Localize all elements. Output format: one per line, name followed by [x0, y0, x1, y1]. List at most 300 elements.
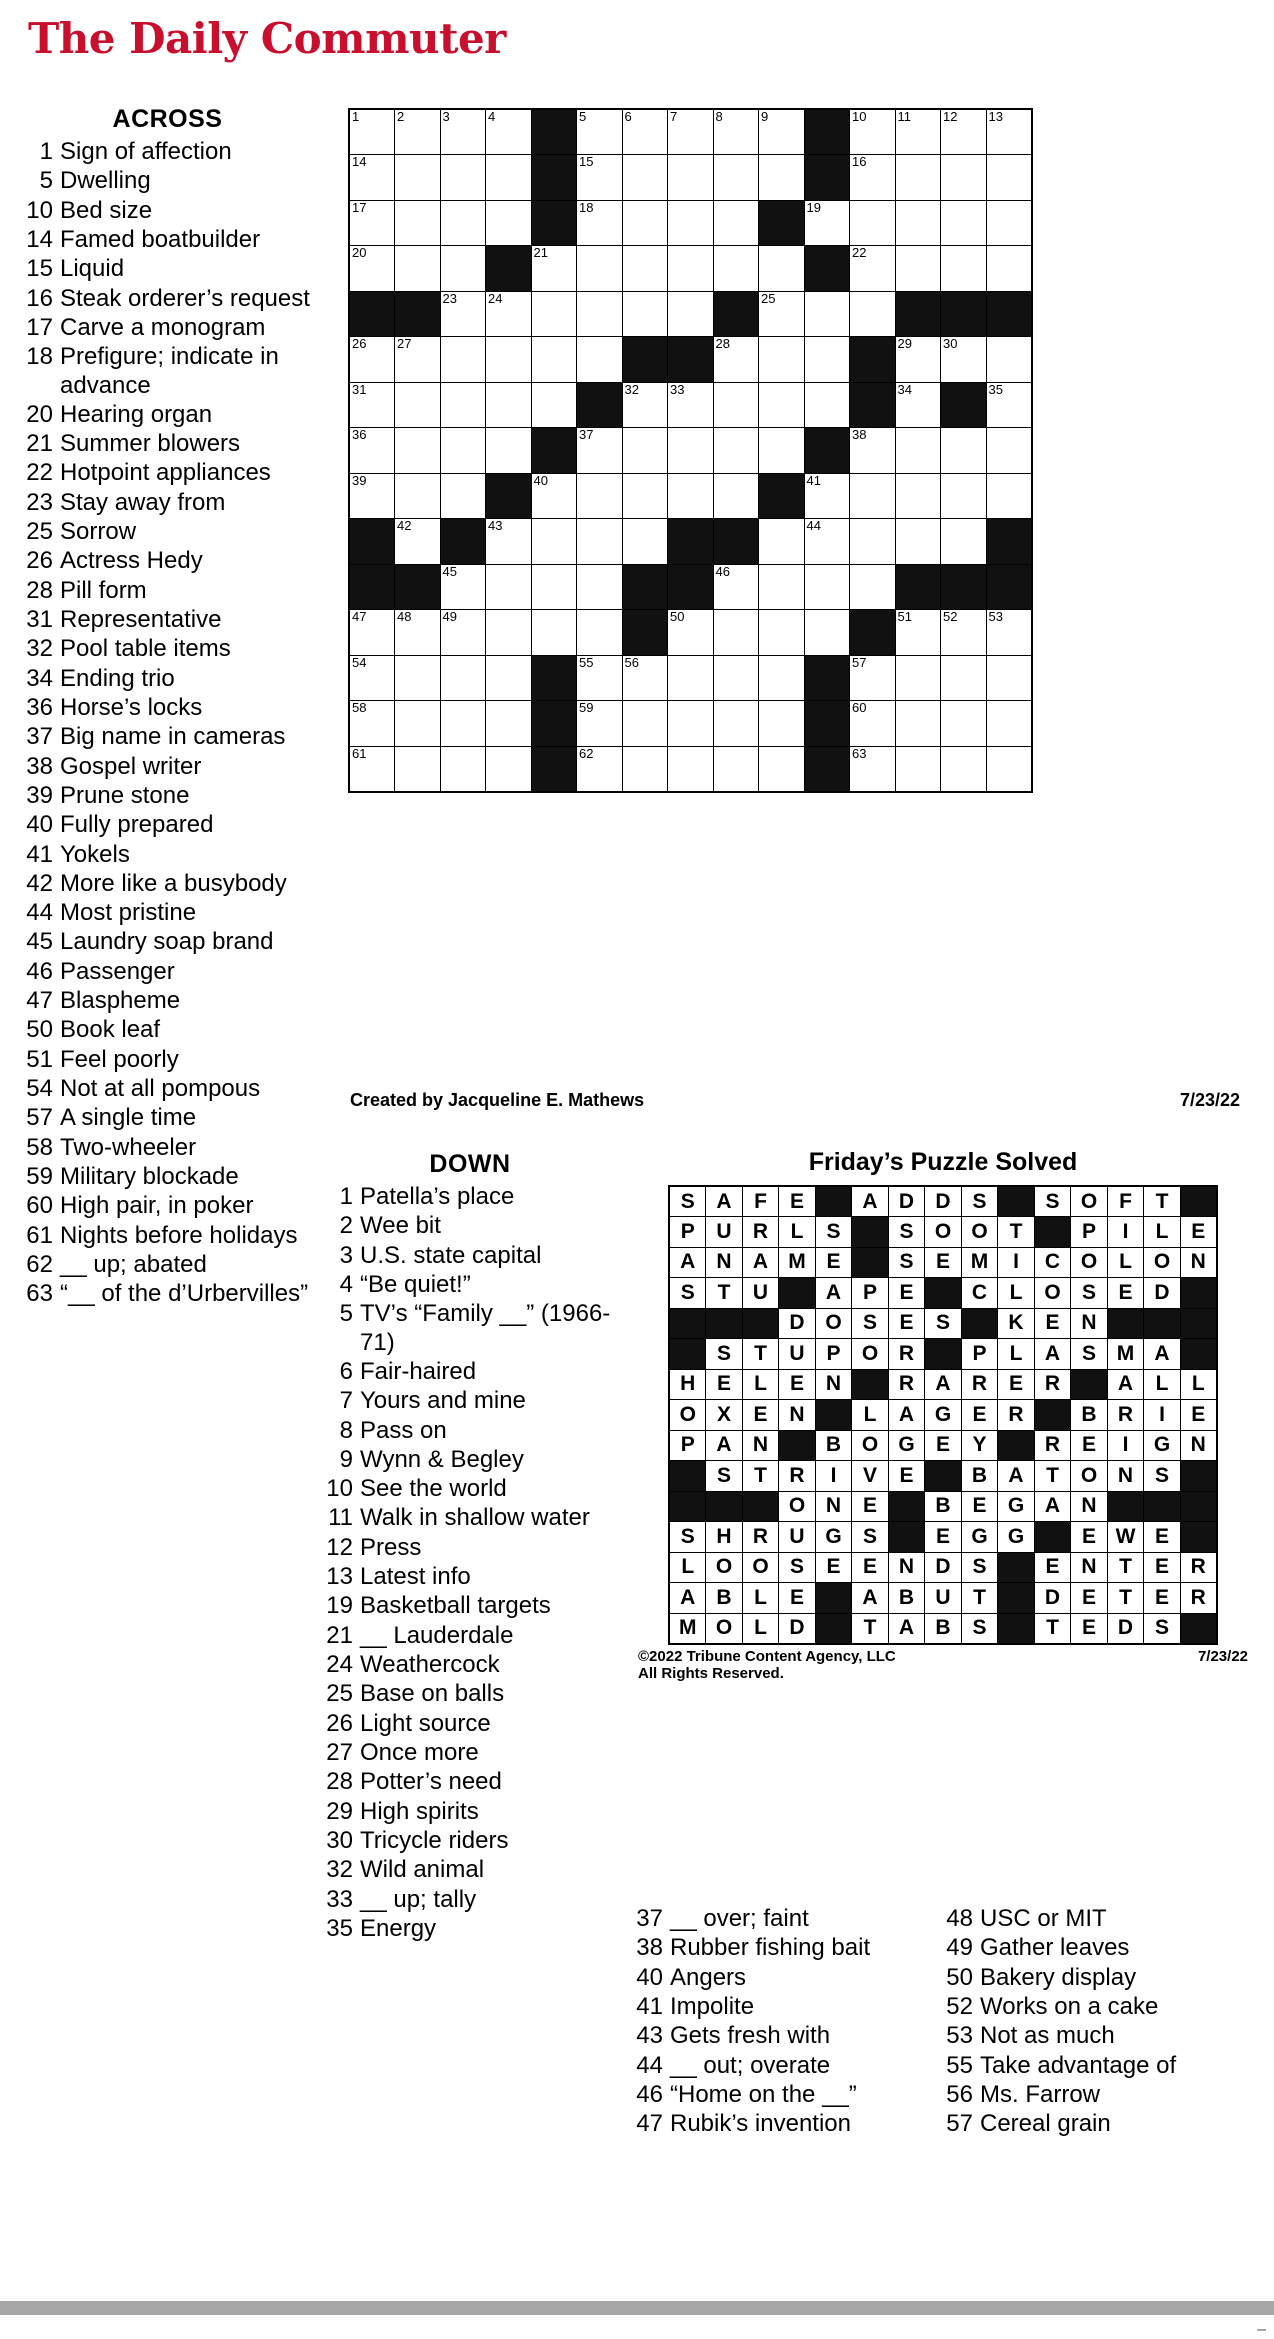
grid-cell[interactable] — [486, 291, 532, 337]
solved-letter: C — [1034, 1247, 1071, 1278]
clue-item — [20, 518, 315, 546]
clue-text: Patella’s place — [360, 1183, 515, 1210]
grid-cell[interactable] — [349, 337, 395, 383]
grid-cell[interactable] — [440, 746, 486, 792]
grid-cell[interactable] — [850, 701, 896, 747]
grid-cell[interactable] — [668, 746, 714, 792]
solved-letter: I — [1107, 1217, 1144, 1248]
clue-item — [630, 1934, 930, 1962]
solved-letter: A — [815, 1278, 852, 1309]
grid-cell[interactable] — [486, 337, 532, 383]
solved-letter: F — [742, 1186, 779, 1217]
clue-text: Hotpoint appliances — [60, 459, 271, 487]
solved-row — [669, 1308, 1217, 1339]
grid-cell[interactable] — [941, 610, 987, 656]
grid-cell[interactable] — [577, 109, 623, 155]
clue-text: USC or MIT — [980, 1905, 1107, 1932]
grid-cell[interactable] — [895, 246, 941, 292]
solved-letter: O — [961, 1217, 998, 1248]
solved-block — [888, 1491, 925, 1522]
clue-item — [630, 1993, 930, 2021]
grid-cell[interactable] — [713, 655, 759, 701]
clue-number: 36 — [26, 693, 53, 721]
grid-cell[interactable] — [895, 655, 941, 701]
grid-cell[interactable] — [440, 473, 486, 519]
grid-cell[interactable] — [986, 428, 1032, 474]
grid-cell[interactable] — [531, 564, 577, 610]
grid-cell[interactable] — [759, 519, 805, 565]
grid-cell[interactable] — [804, 382, 850, 428]
clue-text: Basketball targets — [360, 1592, 551, 1620]
grid-cell[interactable] — [941, 428, 987, 474]
grid-cell[interactable] — [850, 655, 896, 701]
clue-item — [630, 2022, 930, 2050]
grid-cell[interactable] — [486, 746, 532, 792]
solved-letter: S — [925, 1308, 962, 1339]
solved-letter: P — [852, 1278, 889, 1309]
grid-credit — [350, 1090, 1240, 1111]
grid-cell[interactable] — [622, 701, 668, 747]
grid-cell[interactable] — [895, 610, 941, 656]
clue-item — [20, 899, 315, 927]
grid-cell[interactable] — [577, 291, 623, 337]
clue-item — [320, 1475, 620, 1503]
solved-puzzle — [638, 1148, 1248, 1682]
grid-cell[interactable] — [713, 155, 759, 201]
grid-cell[interactable] — [486, 610, 532, 656]
grid-cell[interactable] — [395, 655, 441, 701]
grid-cell[interactable] — [486, 382, 532, 428]
grid-cell[interactable] — [668, 610, 714, 656]
grid-cell[interactable] — [850, 473, 896, 519]
grid-cell[interactable] — [577, 564, 623, 610]
grid-cell[interactable] — [986, 155, 1032, 201]
grid-cell[interactable] — [941, 155, 987, 201]
grid-cell[interactable] — [668, 109, 714, 155]
grid-cell[interactable] — [850, 428, 896, 474]
clue-item — [630, 2052, 930, 2080]
clue-text: Gets fresh with — [670, 2022, 831, 2050]
grid-cell[interactable] — [440, 428, 486, 474]
clue-number: 28 — [326, 1768, 353, 1796]
clue-item — [20, 401, 315, 429]
grid-cell[interactable] — [349, 109, 395, 155]
grid-cell-number: 47 — [352, 609, 367, 624]
grid-cell[interactable] — [440, 655, 486, 701]
grid-cell[interactable] — [850, 109, 896, 155]
grid-cell[interactable] — [986, 337, 1032, 383]
grid-cell[interactable] — [395, 473, 441, 519]
clue-item — [20, 197, 315, 225]
grid-cell[interactable] — [622, 655, 668, 701]
down-heading: DOWN — [429, 1150, 511, 1178]
grid-cell[interactable] — [804, 473, 850, 519]
clue-number: 52 — [946, 1992, 973, 2020]
grid-cell[interactable] — [759, 155, 805, 201]
grid-cell-number: 20 — [352, 245, 367, 260]
grid-cell[interactable] — [759, 564, 805, 610]
clue-text: __ up; tally — [360, 1885, 477, 1913]
grid-cell[interactable] — [531, 291, 577, 337]
solved-row — [669, 1400, 1217, 1431]
grid-cell[interactable] — [941, 246, 987, 292]
grid-cell[interactable] — [486, 428, 532, 474]
grid-block — [804, 155, 850, 201]
grid-cell[interactable] — [941, 701, 987, 747]
grid-block — [986, 291, 1032, 337]
grid-cell[interactable] — [440, 564, 486, 610]
clue-item — [20, 167, 315, 195]
clue-item — [630, 1964, 930, 1992]
grid-cell[interactable] — [440, 610, 486, 656]
grid-cell[interactable] — [668, 155, 714, 201]
grid-cell[interactable] — [895, 155, 941, 201]
clue-text: Ms. Farrow — [980, 2080, 1100, 2108]
grid-cell[interactable] — [440, 337, 486, 383]
clue-item — [320, 1387, 620, 1415]
grid-cell-number: 26 — [352, 336, 367, 351]
solved-letter: A — [852, 1186, 889, 1217]
grid-cell[interactable] — [668, 382, 714, 428]
grid-cell[interactable] — [486, 701, 532, 747]
solved-letter: R — [1180, 1583, 1217, 1614]
clue-item — [20, 1046, 315, 1074]
grid-cell[interactable] — [804, 519, 850, 565]
solved-letter: G — [998, 1491, 1035, 1522]
footer-mark: – — [1257, 2321, 1266, 2338]
grid-cell[interactable] — [895, 109, 941, 155]
grid-cell[interactable] — [668, 701, 714, 747]
solved-letter: I — [998, 1247, 1035, 1278]
clue-text: “Be quiet!” — [360, 1270, 471, 1298]
grid-cell[interactable] — [986, 109, 1032, 155]
grid-cell[interactable] — [531, 246, 577, 292]
solved-letter: E — [779, 1186, 816, 1217]
solved-letter: E — [1071, 1583, 1108, 1614]
grid-cell[interactable] — [713, 428, 759, 474]
grid-cell[interactable] — [668, 200, 714, 246]
grid-cell[interactable] — [850, 564, 896, 610]
grid-cell[interactable] — [577, 746, 623, 792]
grid-cell[interactable] — [395, 746, 441, 792]
grid-cell[interactable] — [895, 337, 941, 383]
grid-cell[interactable] — [440, 109, 486, 155]
grid-cell[interactable] — [577, 610, 623, 656]
grid-cell[interactable] — [486, 155, 532, 201]
clue-number: 35 — [326, 1914, 353, 1942]
clue-number: 27 — [326, 1738, 353, 1766]
grid-cell[interactable] — [440, 382, 486, 428]
grid-cell[interactable] — [395, 200, 441, 246]
grid-cell[interactable] — [759, 701, 805, 747]
grid-cell[interactable] — [577, 246, 623, 292]
grid-cell[interactable] — [668, 473, 714, 519]
grid-cell[interactable] — [440, 701, 486, 747]
clue-item — [20, 958, 315, 986]
grid-cell[interactable] — [577, 655, 623, 701]
grid-cell[interactable] — [577, 155, 623, 201]
solved-letter: M — [1107, 1339, 1144, 1370]
grid-cell[interactable] — [804, 564, 850, 610]
grid-cell[interactable] — [349, 655, 395, 701]
grid-cell[interactable] — [395, 109, 441, 155]
grid-cell[interactable] — [395, 155, 441, 201]
clue-number: 14 — [26, 225, 53, 253]
grid-cell[interactable] — [941, 200, 987, 246]
grid-cell[interactable] — [622, 746, 668, 792]
solved-letter: A — [706, 1430, 743, 1461]
grid-cell[interactable] — [850, 519, 896, 565]
grid-cell[interactable] — [349, 246, 395, 292]
grid-cell[interactable] — [986, 473, 1032, 519]
grid-cell[interactable] — [577, 337, 623, 383]
grid-cell[interactable] — [440, 155, 486, 201]
grid-cell[interactable] — [577, 200, 623, 246]
grid-cell[interactable] — [577, 701, 623, 747]
grid-cell[interactable] — [668, 291, 714, 337]
grid-cell[interactable] — [668, 428, 714, 474]
grid-cell[interactable] — [895, 428, 941, 474]
grid-block — [668, 564, 714, 610]
solved-letter: S — [669, 1186, 706, 1217]
grid-cell[interactable] — [395, 428, 441, 474]
grid-cell[interactable] — [622, 200, 668, 246]
grid-cell[interactable] — [804, 610, 850, 656]
grid-block — [850, 337, 896, 383]
grid-cell[interactable] — [759, 746, 805, 792]
clue-item — [940, 2022, 1260, 2050]
grid-block — [622, 610, 668, 656]
grid-cell[interactable] — [941, 109, 987, 155]
grid-cell[interactable] — [486, 655, 532, 701]
grid-cell[interactable] — [622, 246, 668, 292]
grid-cell[interactable] — [395, 246, 441, 292]
grid-cell-number: 21 — [533, 245, 548, 260]
solved-letter: E — [1071, 1613, 1108, 1644]
clue-item — [320, 1827, 620, 1855]
clue-number: 48 — [946, 1905, 973, 1932]
grid-cell[interactable] — [440, 291, 486, 337]
grid-cell[interactable] — [486, 519, 532, 565]
clue-text: Works on a cake — [980, 1992, 1159, 2020]
grid-cell[interactable] — [759, 246, 805, 292]
grid-cell[interactable] — [986, 610, 1032, 656]
grid-cell[interactable] — [941, 746, 987, 792]
solved-letter: T — [742, 1339, 779, 1370]
clue-item — [940, 1905, 1260, 1933]
clue-text: Not as much — [980, 2022, 1115, 2050]
clue-number: 62 — [26, 1250, 53, 1278]
clue-text: Most pristine — [60, 899, 197, 927]
grid-cell[interactable] — [622, 291, 668, 337]
across-clue-list — [20, 105, 315, 1310]
clue-number: 37 — [26, 723, 53, 751]
solved-row — [669, 1522, 1217, 1553]
grid-block — [349, 519, 395, 565]
grid-cell[interactable] — [759, 655, 805, 701]
grid-cell[interactable] — [850, 746, 896, 792]
grid-cell[interactable] — [349, 200, 395, 246]
grid-cell[interactable] — [941, 473, 987, 519]
grid-cell[interactable] — [531, 519, 577, 565]
grid-cell[interactable] — [850, 155, 896, 201]
clue-item — [20, 489, 315, 517]
grid-cell[interactable] — [349, 610, 395, 656]
clue-number: 32 — [26, 635, 53, 663]
grid-cell[interactable] — [759, 382, 805, 428]
grid-cell-number: 11 — [897, 109, 911, 124]
solved-letter: B — [961, 1461, 998, 1492]
solved-letter: E — [815, 1247, 852, 1278]
clue-item — [320, 1446, 620, 1474]
grid-cell[interactable] — [759, 337, 805, 383]
grid-cell[interactable] — [349, 701, 395, 747]
clue-number: 58 — [26, 1133, 53, 1161]
clue-number: 18 — [26, 343, 53, 371]
grid-cell[interactable] — [486, 564, 532, 610]
grid-cell[interactable] — [713, 337, 759, 383]
grid-cell[interactable] — [622, 519, 668, 565]
grid-cell[interactable] — [577, 428, 623, 474]
solved-letter: S — [669, 1278, 706, 1309]
clue-item — [20, 1104, 315, 1132]
grid-cell[interactable] — [668, 655, 714, 701]
grid-cell[interactable] — [349, 746, 395, 792]
down-clue-list — [320, 1150, 620, 1944]
clue-item — [20, 606, 315, 634]
solved-letter: F — [1107, 1186, 1144, 1217]
grid-cell[interactable] — [713, 701, 759, 747]
clue-item — [20, 577, 315, 605]
grid-block — [713, 291, 759, 337]
grid-cell[interactable] — [486, 109, 532, 155]
grid-cell[interactable] — [850, 246, 896, 292]
solved-letter: B — [1071, 1400, 1108, 1431]
grid-cell[interactable] — [850, 200, 896, 246]
grid-cell[interactable] — [759, 109, 805, 155]
grid-cell[interactable] — [759, 291, 805, 337]
grid-cell[interactable] — [486, 200, 532, 246]
grid-cell[interactable] — [440, 246, 486, 292]
grid-cell[interactable] — [713, 109, 759, 155]
grid-cell[interactable] — [804, 337, 850, 383]
grid-cell[interactable] — [895, 746, 941, 792]
grid-cell[interactable] — [395, 519, 441, 565]
grid-cell[interactable] — [895, 382, 941, 428]
grid-cell[interactable] — [349, 428, 395, 474]
clue-number: 37 — [636, 1905, 663, 1932]
clue-item — [320, 1183, 620, 1211]
grid-cell[interactable] — [986, 382, 1032, 428]
clue-number: 60 — [26, 1192, 53, 1220]
clue-text: Dwelling — [60, 167, 151, 195]
grid-cell[interactable] — [577, 519, 623, 565]
grid-cell[interactable] — [895, 701, 941, 747]
grid-cell[interactable] — [622, 428, 668, 474]
grid-cell[interactable] — [622, 109, 668, 155]
grid-cell[interactable] — [440, 200, 486, 246]
grid-cell[interactable] — [349, 473, 395, 519]
solved-block — [1180, 1461, 1217, 1492]
grid-cell[interactable] — [895, 200, 941, 246]
clue-text: Energy — [360, 1914, 437, 1942]
crossword-grid[interactable] — [348, 108, 1033, 793]
solved-letter: N — [888, 1552, 925, 1583]
grid-cell[interactable] — [941, 655, 987, 701]
grid-cell[interactable] — [577, 473, 623, 519]
grid-cell[interactable] — [941, 337, 987, 383]
solved-letter: Y — [961, 1430, 998, 1461]
grid-cell[interactable] — [850, 291, 896, 337]
grid-cell[interactable] — [713, 200, 759, 246]
solved-letter: R — [961, 1369, 998, 1400]
grid-cell[interactable] — [895, 519, 941, 565]
grid-cell[interactable] — [759, 428, 805, 474]
grid-cell[interactable] — [713, 564, 759, 610]
grid-cell[interactable] — [713, 382, 759, 428]
clue-text: Representative — [60, 606, 222, 633]
grid-cell[interactable] — [349, 155, 395, 201]
grid-cell[interactable] — [804, 200, 850, 246]
solved-letter: A — [669, 1583, 706, 1614]
solved-letter: L — [1107, 1247, 1144, 1278]
grid-cell[interactable] — [713, 473, 759, 519]
grid-cell[interactable] — [531, 473, 577, 519]
solved-letter: O — [1034, 1278, 1071, 1309]
solved-letter: T — [706, 1278, 743, 1309]
grid-cell[interactable] — [395, 701, 441, 747]
grid-cell[interactable] — [986, 746, 1032, 792]
grid-cell[interactable] — [941, 519, 987, 565]
solved-letter: E — [706, 1369, 743, 1400]
grid-cell[interactable] — [622, 155, 668, 201]
grid-cell[interactable] — [986, 246, 1032, 292]
clue-item — [320, 1417, 620, 1445]
solved-letter: L — [998, 1339, 1035, 1370]
solved-letter: R — [779, 1461, 816, 1492]
grid-cell[interactable] — [349, 382, 395, 428]
grid-cell[interactable] — [713, 246, 759, 292]
grid-cell[interactable] — [986, 655, 1032, 701]
clue-item — [20, 255, 315, 283]
grid-cell[interactable] — [713, 610, 759, 656]
grid-cell[interactable] — [986, 701, 1032, 747]
solved-letter: S — [1071, 1339, 1108, 1370]
grid-cell[interactable] — [804, 291, 850, 337]
grid-cell[interactable] — [713, 746, 759, 792]
grid-cell[interactable] — [622, 382, 668, 428]
clue-number: 39 — [26, 781, 53, 809]
across-heading: ACROSS — [112, 105, 223, 133]
grid-cell[interactable] — [395, 610, 441, 656]
grid-cell[interactable] — [395, 382, 441, 428]
solved-row — [669, 1552, 1217, 1583]
clue-item — [320, 1739, 620, 1767]
grid-cell[interactable] — [622, 473, 668, 519]
grid-cell[interactable] — [986, 200, 1032, 246]
solved-block — [998, 1552, 1035, 1583]
solved-letter: L — [779, 1217, 816, 1248]
grid-cell[interactable] — [759, 610, 805, 656]
grid-cell[interactable] — [668, 246, 714, 292]
clue-number: 13 — [326, 1563, 353, 1591]
solved-block — [1180, 1186, 1217, 1217]
grid-cell[interactable] — [531, 382, 577, 428]
grid-cell[interactable] — [395, 337, 441, 383]
grid-cell[interactable] — [531, 610, 577, 656]
grid-cell[interactable] — [895, 473, 941, 519]
grid-cell[interactable] — [531, 337, 577, 383]
